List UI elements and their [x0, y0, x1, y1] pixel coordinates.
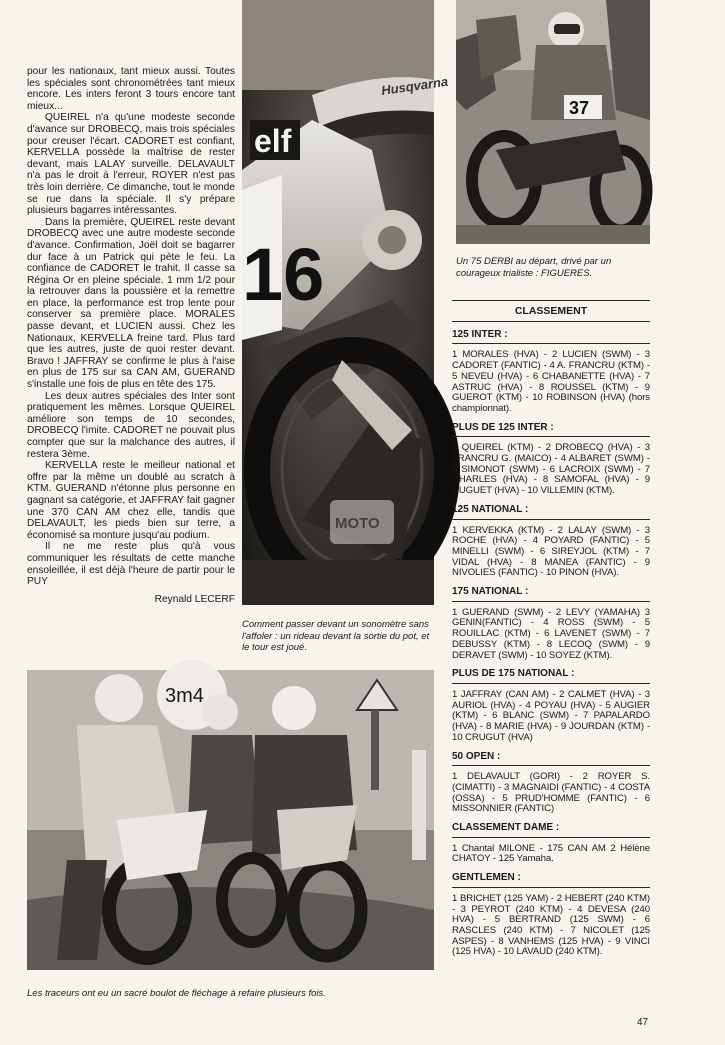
results-section-body: 1 JAFFRAY (CAN AM) - 2 CALMET (HVA) - 3 AURIOL (HVA) - 4 POYAU (HVA) - 5 AUGIER (KTM) - 6 BLANC (SWM) - 7 PAPALARDO (HVA) - 8 MARIE (HVA) - 9 JOURDAN (KTM) - 10 CRUGUT (HVA) — [452, 688, 650, 743]
elf-logo-text: elf — [254, 123, 292, 159]
results-section-title: CLASSEMENT DAME : — [452, 823, 650, 838]
article-column — [27, 66, 235, 605]
photo-husqvarna-bike — [242, 0, 449, 605]
watermark-logo — [330, 500, 394, 544]
results-section-body: 1 KERVEKKA (KTM) - 2 LALAY (SWM) - 3 ROCHE (HVA) - 4 POYARD (FANTIC) - 5 MINELLI (SWM) - 6 SIREYJOL (KTM) - 7 VIDAL (HVA) - 8 MANEA (FANTIC) - 9 NIVOLIES (FANTIC) - 10 PINON (HVA). — [452, 524, 650, 579]
caption-derbi: Un 75 DERBI au départ, drivé par un courageux trialiste : FIGUERES. — [456, 256, 612, 279]
article-paragraph: pour les nationaux, tant mieux aussi. Toutes les spéciales sont chronométrées tant mieux encore. Les inters feront 3 tours encore tant mieux... — [27, 66, 235, 112]
article-paragraph: QUEIREL n'a qu'une modeste seconde d'avance sur DROBECQ, mais trois spéciales pour creuser l'écart. CADORET est confiant, KERVELLA possède la maîtrise de rester devant, mais LALAY surveille. DELAVAULT n'a pas le droit à l'erreur, ROYER n'est pas très loin derrière. Ce dimanche, tout le monde se rue dans la spéciale. Il s'y prépare plusieurs bagarres intéressantes. — [27, 112, 235, 217]
article-paragraph: KERVELLA reste le meilleur national et offre par la même un doublé au scratch à KTM. GUERAND n'étonne plus personne en gagnant sa catégorie, et JAFFRAY fait gagner une 370 CAN AM chez elle, tandis que DELAVAULT, les pieds bien sur terre, a économisé sa monture jusqu'au podium. — [27, 460, 235, 541]
distance-sign-text: 3m4 — [165, 685, 204, 707]
article-paragraph: Les deux autres spéciales des Inter sont pratiquement les mêmes. Lorsque QUEIREL améliore son temps de 10 secondes, DROBECQ l'imite. CADORET ne pouvait plus compter que sur la malchance des autres, il restera 3ème. — [27, 390, 235, 460]
results-column — [452, 300, 650, 958]
results-section-body: 1 GUERAND (SWM) - 2 LEVY (YAMAHA) 3 GENIN(FANTIC) - 4 ROSS (SWM) - 5 ROUILLAC (KTM) - 6 LAVENET (SWM) - 7 DEBUSSY (KTM) - 8 LECOQ (SWM) - 9 DERAVET (SWM) - 10 SOYEZ (KTM). — [452, 606, 650, 661]
author-signature: Reynald LECERF — [154, 593, 235, 605]
results-title-rule — [452, 321, 650, 322]
results-title: CLASSEMENT — [514, 305, 588, 317]
results-section-title: PLUS DE 125 INTER : — [452, 423, 650, 438]
results-section-body: 1 QUEIREL (KTM) - 2 DROBECQ (HVA) - 3 FRANCRU G. (MAICO) - 4 ALBARET (SWM) - 5 SIMONOT (SWM) - 6 LACROIX (SWM) - 7 CHARLES (HVA) - 8 SAMOFAL (HVA) - 9 HUGUET (HVA) - 10 VILLEMIN (KTM). — [452, 442, 650, 497]
results-section-title: 125 INTER : — [452, 330, 650, 345]
results-section-body: 1 DELAVAULT (GORI) - 2 ROYER S. (CIMATTI) - 3 MAGNAIDI (FANTIC) - 4 COSTA (OSSA) - 5 PRUD'HOMME (FANTIC) - 6 MISSONNIER (FANTIC) — [452, 771, 650, 815]
photo-traceurs — [27, 670, 434, 970]
plate-number-text: 37 — [569, 98, 590, 118]
results-section-title: 175 NATIONAL : — [452, 587, 650, 602]
photo-derbi-start — [456, 0, 650, 244]
results-section-body: 1 BRICHET (125 YAM) - 2 HEBERT (240 KTM) - 3 PEYROT (240 KTM) - 4 DEVESA (240 HVA) - 5 BERTRAND (125 SWM) - 6 RASCLES (240 KTM) - 7 NICOLET (125 ASPES) - 8 VANHEMS (125 HVA) - 9 VINCI (125 HVA) - 10 LAVAUD (240 KTM). — [452, 892, 650, 958]
race-number-text: 16 — [242, 233, 325, 316]
article-paragraph: Il ne me reste plus qu'à vous communiquer les résultats de cette manche ensoleillée, il est déjà l'heure de partir pour le PUY — [27, 541, 235, 588]
results-section-title: PLUS DE 175 NATIONAL : — [452, 669, 650, 684]
results-section-title: 125 NATIONAL : — [452, 505, 650, 520]
husqvarna-logo-text: Husqvarna — [380, 73, 449, 98]
article-paragraph: Dans la première, QUEIREL reste devant DROBECQ avec une autre modeste seconde d'avance. Confirmation, Joël doit se bagarrer dur face à un Patrick qui pète le feu. La confiance de CADORET le trahit. Il casse sa Régina Or en pleine spéciale. 1 mm 1/2 pour la retrouver dans la poussière et la remettre en place, la performance est trop lente pour conserver sa première place. MORALES passe devant, et LUCIEN aussi. Chez les Nationaux, KERVELLA freine tard. Plus tard que les autres, juste de quoi rester devant. Bravo ! JAFFRAY se confirme le plus à l'aise en plus de 175 sur sa CAN AM, GUERAND s'installe une fois de plus en tête des 175. — [27, 216, 235, 391]
caption-traceurs: Les traceurs ont eu un sacré boulot de fléchage à refaire plusieurs fois. — [27, 988, 326, 999]
svg-text:MOTO: MOTO — [335, 515, 380, 532]
results-section-body: 1 MORALES (HVA) - 2 LUCIEN (SWM) - 3 CADORET (FANTIC) - 4 A. FRANCRU (KTM) - 5 NEVEU (HVA) - 6 CHABANETTE (HVA) - 7 ASTRUC (HVA) - 8 ROUSSEL (KTM) - 9 GUEROT (KTM) - 10 ROBINSON (HVA) (hors championnat). — [452, 349, 650, 414]
results-section-title: GENTLEMEN : — [452, 873, 650, 888]
results-section-body: 1 Chantal MILONE - 175 CAN AM 2 Hélène CHATOY - 125 Yamaha. — [452, 842, 650, 865]
caption-sound-meter: Comment passer devant un sonomètre sans l'affoler : un rideau devant la sortie du pot, et le tour est joué. — [242, 619, 430, 653]
page-number: 47 — [637, 1017, 649, 1028]
results-section-title: 50 OPEN : — [452, 752, 650, 767]
